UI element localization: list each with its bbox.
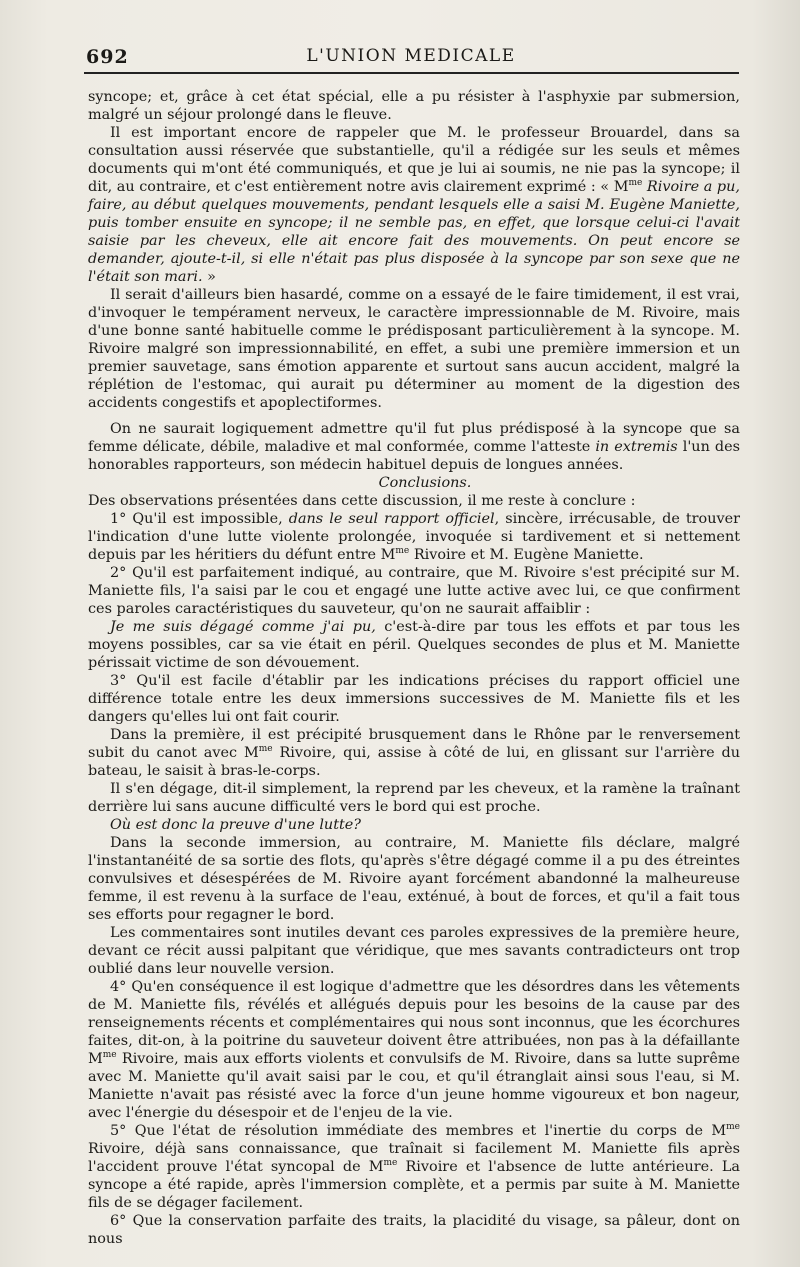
header-rule xyxy=(84,72,739,74)
conclusion-item: 1° Qu'il est impossible, dans le seul rapport officiel, sincère, irrécusable, de trouver l'indication d'une lutte violente prolongée, invoquée si tardivement et si nettement depuis par les héritiers du défunt entre $M^{me}$ Rivoire et M. Eugène Maniette. xyxy=(88,511,740,563)
paragraph: Dans la seconde immersion, au contraire, M. Maniette fils déclare, malgré l'instantanéité de sa sortie des flots, qu'après s'être dégagé comme il a pu des étreintes convulsives et désespérées de M. Rivoire ayant forcément abandonné la malheureuse femme, il est revenu à la surface de l'eau, exténué, à bout de forces, et qu'il a fait tous ses efforts pour regagner le bord. xyxy=(88,835,740,923)
paragraph: Je me suis dégagé comme j'ai pu, c'est-à-dire par tous les effots et par tous les moyens possibles, car sa vie était en péril. Quelques secondes de plus et M. Maniette périssait victime de son dévouement. xyxy=(88,619,740,671)
conclusion-item: 3° Qu'il est facile d'établir par les indications précises du rapport officiel une différence totale entre les deux immersions successives de M. Maniette fils et les dangers qu'elles lui ont fait courir. xyxy=(88,673,740,725)
paragraph: Les commentaires sont inutiles devant ces paroles expressives de la première heure, devant ce récit aussi palpitant que véridique, que mes savants contradicteurs ont trop oublié dans leur nouvelle version. xyxy=(88,925,740,977)
conclusion-item: 5° Que l'état de résolution immédiate des membres et l'inertie du corps de $M^{me}$ Rivoire, déjà sans connaissance, que traînait si facilement M. Maniette fils après l'accident prouve l'état syncopal de $M^{me}$ Rivoire et l'absence de lutte antérieure. La syncope a été rapide, après l'immersion complète, et a permis par suite à M. Maniette fils de se dégager facilement. xyxy=(88,1122,740,1211)
paragraph: syncope; et, grâce à cet état spécial, elle a pu résister à l'asphyxie par submersion, malgré un séjour prolongé dans le fleuve. xyxy=(88,89,740,123)
conclusion-item: 6° Que la conservation parfaite des traits, la placidité du visage, sa pâleur, dont on nous xyxy=(88,1213,740,1247)
paragraph: Il s'en dégage, dit-il simplement, la reprend par les cheveux, et la ramène la traînant derrière lui sans aucune difficulté vers le bord qui est proche. xyxy=(88,781,740,815)
paragraph: Dans la première, il est précipité brusquement dans le Rhône par le renversement subit du canot avec $M^{me}$ Rivoire, qui, assise à côté de lui, en glissant sur l'arrière du bateau, le saisit à bras-le-corps. xyxy=(88,727,740,779)
section-title: Conclusions. xyxy=(378,475,472,491)
conclusion-item: 2° Qu'il est parfaitement indiqué, au contraire, que M. Rivoire s'est précipité sur M. Maniette fils, l'a saisi par le cou et engagé une lutte active avec lui, ce que confirment ces paroles caractéristiques du sauveteur, qu'on ne saurait affaiblir : xyxy=(88,565,740,617)
page-header xyxy=(86,40,736,70)
journal-title: L'UNION MEDICALE xyxy=(306,46,516,66)
paragraph: On ne saurait logiquement admettre qu'il fut plus prédisposé à la syncope que sa femme délicate, débile, maladive et mal conformée, comme l'atteste in extremis l'un des honorables rapporteurs, son médecin habituel depuis de longues années. xyxy=(88,421,741,473)
page-number: 692 xyxy=(86,46,129,68)
conclusion-item: 4° Qu'en conséquence il est logique d'admettre que les désordres dans les vêtements de M. Maniette fils, révélés et allégués depuis pour les besoins de la cause par des renseignements récents et complémentaires qui nous sont inconnus, que les écorchures faites, dit-on, à la poitrine du sauveteur doivent être attribuées, non pas à la défaillante $M^{me}$ Rivoire, mais aux efforts violents et convulsifs de M. Rivoire, dans sa lutte suprême avec M. Maniette qu'il avait saisi par le cou, et qu'il étranglait ainsi sous l'eau, si M. Maniette n'avait pas résisté avec la force d'un jeune homme vigoureux et bon nageur, avec l'énergie du désespoir et de l'enjeu de la vie. xyxy=(88,979,740,1121)
article-body xyxy=(88,88,740,1248)
paragraph: Il est important encore de rappeler que M. le professeur Brouardel, dans sa consultation aussi réservée que substantielle, qu'il a rédigée sur les seuls et mêmes documents qui m'ont été communiqués, et que je lui ai soumis, ne nie pas la syncope; il dit, au contraire, et c'est entièrement notre avis clairement exprimé : « $M^{me}$ Rivoire a pu, faire, au début quelques mouvements, pendant lesquels elle a saisi M. Eugène Maniette, puis tomber ensuite en syncope; il ne semble pas, en effet, que lorsque celui-ci l'avait saisie par les cheveux, elle ait encore fait des mouvements. On peut encore se demander, ajoute-t-il, si elle n'était pas plus disposée à la syncope par son sexe que ne l'était son mari. » xyxy=(88,125,740,285)
paragraph: Où est donc la preuve d'une lutte? xyxy=(110,817,361,833)
paragraph: Il serait d'ailleurs bien hasardé, comme on a essayé de le faire timidement, il est vrai, d'invoquer le tempérament nerveux, le caractère impressionnable de M. Rivoire, mais d'une bonne santé habituelle comme le prédisposant particulièrement à la syncope. M. Rivoire malgré son impressionnabilité, en effet, a subi une première immersion et un premier sauvetage, sans émotion apparente et surtout sans aucun accident, malgré la réplétion de l'estomac, qui aurait pu déterminer au moment de la digestion des accidents congestifs et apoplectiformes. xyxy=(88,287,740,411)
paragraph: Des observations présentées dans cette discussion, il me reste à conclure : xyxy=(88,493,636,509)
